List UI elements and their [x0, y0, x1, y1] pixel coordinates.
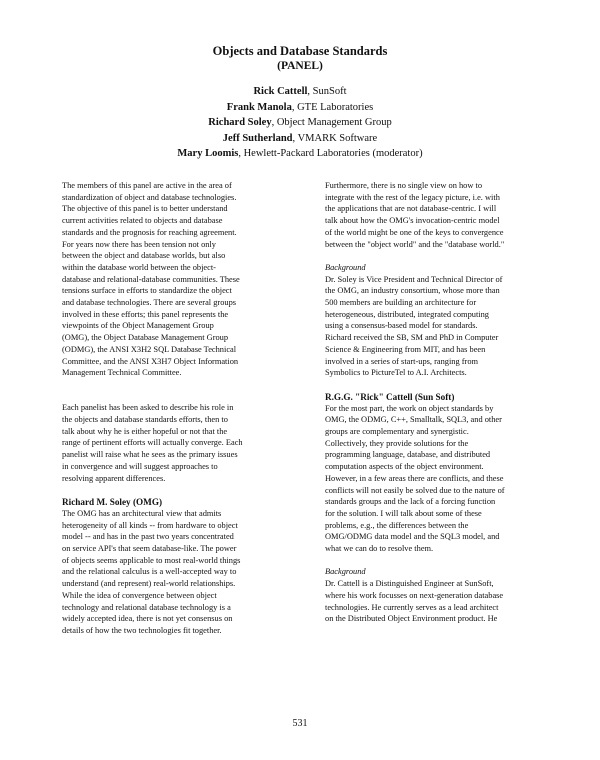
text-line: Each panelist has been asked to describe his role in — [62, 403, 234, 413]
text-line: heterogeneous, distributed, integrated computing — [325, 309, 489, 319]
text-line: database and relational-database communities. These — [62, 274, 240, 284]
text-line: heterogeneity of all kinds -- from hardware to object — [62, 520, 238, 530]
text-line: tensions surface in efforts to standardize the object — [62, 286, 232, 296]
text-line: of the world might be one of the keys to convergence — [325, 227, 504, 237]
soley-background-paragraph — [325, 274, 547, 379]
author-line — [0, 100, 600, 116]
text-line: where his work focusses on next-generation database — [325, 590, 504, 600]
author-name: Frank Manola — [226, 101, 292, 113]
text-line: problems, e.g., the differences between the — [325, 520, 469, 530]
text-line: of objects seems applicable to most real-world things — [62, 555, 241, 565]
text-line: details of how the two technologies fit together. — [62, 625, 222, 635]
text-line: (OMG), the Object Database Management Group — [62, 333, 229, 343]
text-line: standards groups and the lack of a forcing function — [325, 497, 496, 507]
text-line: involved in a series of start-ups, ranging from — [325, 356, 479, 366]
paper-title: Objects and Database Standards — [212, 44, 388, 58]
author-affiliation: , SunSoft — [307, 86, 347, 97]
cattell-section-heading: R.G.G. "Rick" Cattell (Sun Soft) — [325, 391, 455, 402]
text-line: within the database world between the object- — [62, 262, 216, 272]
text-line: (ODMG), the ANSI X3H2 SQL Database Technical — [62, 344, 237, 354]
text-line: between the object and database worlds, but also — [62, 251, 226, 261]
text-line: For years now there has been tension not only — [62, 239, 216, 249]
soley-paragraph — [62, 508, 287, 637]
author-affiliation: , Object Management Group — [271, 117, 392, 128]
text-line: The members of this panel are active in the area of — [62, 181, 232, 190]
text-line: talk about why he is either hopeful or not that the — [62, 426, 228, 436]
author-affiliation: , GTE Laboratories — [291, 101, 374, 113]
text-line: and the relational calculus is a well-accepted way to — [62, 567, 237, 577]
cattell-background-heading: Background — [325, 567, 366, 577]
text-line: conflicts will not easily be solved due to the nature of — [325, 485, 505, 495]
soley-background-heading: Background — [325, 262, 366, 272]
intro-paragraph — [62, 180, 287, 379]
text-line: for the solution. I will talk about some of these — [325, 508, 482, 518]
author-list — [0, 84, 600, 162]
text-line: the objects and database standards efforts, then to — [62, 415, 228, 425]
text-line: Committee, and the ANSI X3H7 Object Information — [62, 356, 239, 366]
text-line: Richard received the SB, SM and PhD in Computer — [325, 333, 499, 343]
author-line — [0, 84, 600, 100]
text-line: on service API's that seem database-like. The power — [62, 544, 237, 554]
text-line: For the most part, the work on object standards by — [325, 403, 494, 413]
text-line: and database technologies. There are several groups — [62, 298, 237, 308]
author-name: Rick Cattell — [253, 86, 308, 97]
author-name: Jeff Sutherland — [222, 132, 293, 144]
text-line: integrate with the rest of the legacy picture, i.e. with — [325, 192, 500, 202]
text-line: panelist will raise what he sees as the primary issues — [62, 450, 238, 460]
text-line: The OMG has an architectural view that admits — [62, 508, 222, 518]
text-line: widely accepted idea, there is not yet consensus on — [62, 614, 233, 624]
text-line: 500 members are building an architecture for — [325, 298, 477, 308]
text-line: the OMG, an industry consortium, whose more than — [325, 286, 500, 296]
author-line — [0, 146, 600, 162]
text-line: Dr. Cattell is a Distinguished Engineer at SunSoft, — [325, 579, 494, 589]
text-line: resolving apparent differences. — [62, 473, 166, 483]
text-line: groups are complementary and synergistic. — [325, 427, 469, 437]
text-line: However, in a few areas there are conflicts, and these — [325, 473, 504, 483]
text-line: technologies. He currently serves as a lead architect — [325, 602, 499, 612]
author-affiliation: , VMARK Software — [292, 132, 378, 144]
text-line: talk about how the OMG's invocation-centric model — [325, 216, 500, 226]
text-line: OMG/ODMG data model and the SQL3 model, and — [325, 532, 500, 542]
text-line: the applications that are not database-centric. I will — [325, 204, 497, 214]
text-line: OMG, the ODMG, C++, Smalltalk, SQL3, and other — [325, 415, 502, 425]
text-line: current activities related to objects and database — [62, 216, 223, 226]
text-line: using a consensus-based model for standards. — [325, 321, 478, 331]
paragraph-gap — [62, 391, 287, 403]
author-line — [0, 131, 600, 147]
text-line: in convergence and will suggest approaches to — [62, 461, 218, 471]
text-line: standardization of object and database technologies. — [62, 192, 237, 202]
text-line: Dr. Soley is Vice President and Technical Director of — [325, 274, 503, 284]
text-line: on the Distributed Object Environment product. He — [325, 614, 498, 624]
text-line: viewpoints of the Object Management Group — [62, 321, 214, 331]
paragraph-gap — [62, 484, 287, 496]
page-number: 531 — [292, 718, 308, 729]
text-line: between the "object world" and the "database world." — [325, 239, 505, 249]
paragraph-gap — [62, 379, 287, 391]
panelist-task-paragraph — [62, 402, 287, 484]
paragraph-gap — [325, 250, 547, 262]
text-line: standards and the prognosis for reaching agreement. — [62, 227, 237, 237]
text-line: involved in these efforts; this panel represents the — [62, 309, 229, 319]
text-line: While the idea of convergence between object — [62, 590, 217, 600]
text-line: programming language, database, and distributed — [325, 450, 491, 460]
left-column — [62, 180, 287, 637]
cattell-background-paragraph — [325, 578, 547, 625]
text-line: Furthermore, there is no single view on how to — [325, 181, 483, 190]
author-name: Mary Loomis — [177, 148, 239, 159]
soley-section-heading: Richard M. Soley (OMG) — [62, 496, 163, 507]
paper-subtitle: (PANEL) — [277, 60, 323, 72]
text-line: Symbolics to PictureTel to A.I. Architects. — [325, 368, 467, 378]
text-line: what we can do to resolve them. — [325, 544, 434, 554]
author-name: Richard Soley — [208, 117, 272, 128]
author-affiliation: , Hewlett-Packard Laboratories (moderator) — [238, 148, 423, 159]
text-line: Management Technical Committee. — [62, 368, 182, 378]
soley-continued-paragraph — [325, 180, 547, 250]
paragraph-gap — [325, 555, 547, 567]
text-line: Collectively, they provide solutions for the — [325, 438, 469, 448]
right-column — [325, 180, 547, 625]
text-line: range of pertinent efforts will actually converge. Each — [62, 438, 243, 448]
author-line — [0, 115, 600, 131]
text-line: technology and relational database technology is a — [62, 602, 231, 612]
cattell-paragraph — [325, 403, 547, 555]
text-line: The objective of this panel is to better understand — [62, 204, 228, 214]
paragraph-gap — [325, 379, 547, 391]
text-line: model -- and has in the past two years concentrated — [62, 532, 234, 542]
text-line: understand (and represent) real-world relationships. — [62, 579, 236, 589]
text-line: computation aspects of the object environment. — [325, 462, 484, 472]
text-line: Science & Engineering from MIT, and has been — [325, 344, 486, 354]
